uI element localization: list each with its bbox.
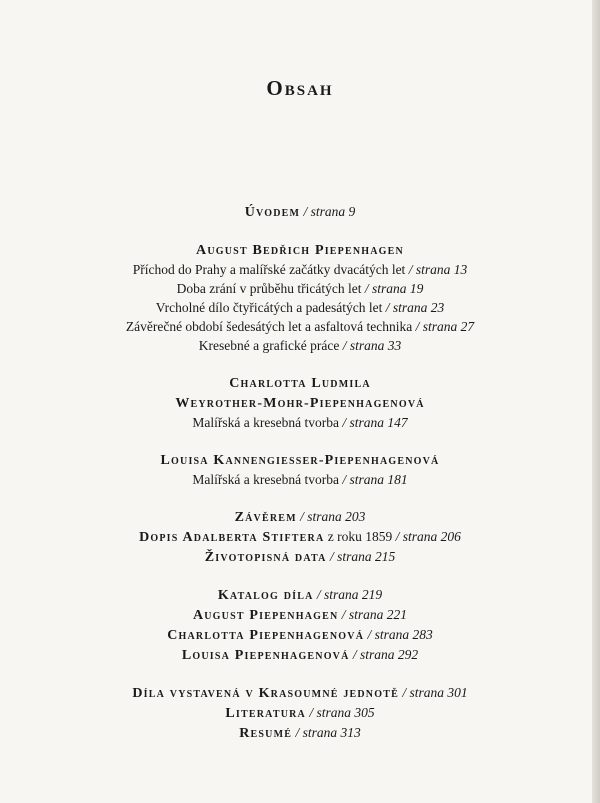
toc-entry-dopis[interactable] (0, 527, 600, 547)
separator: / (316, 587, 325, 602)
separator: / (352, 647, 361, 662)
entry-label: August Piepenhagen (192, 608, 339, 623)
toc-entry-august-2[interactable] (0, 279, 600, 298)
page-ref: strana 9 (310, 204, 356, 219)
toc-entry-louisa[interactable] (0, 470, 600, 489)
toc-entry-katalog[interactable] (0, 585, 600, 605)
entry-label: Louisa Piepenhagenová (181, 648, 350, 663)
page-ref: strana 181 (349, 472, 408, 487)
toc-entry-literatura[interactable] (0, 703, 600, 723)
page-ref: strana 215 (337, 549, 396, 564)
toc-entry-charlotta[interactable] (0, 413, 600, 432)
section-heading-louisa (0, 450, 600, 470)
separator: / (385, 300, 393, 315)
page-ref: strana 147 (349, 415, 408, 430)
entry-label: Charlotta Piepenhagenová (167, 628, 365, 643)
entry-label: Dopis Adalberta Stiftera (139, 530, 325, 545)
separator: / (395, 529, 403, 544)
section-heading: Weyrother-Mohr-Piepenhagenová (175, 396, 425, 411)
toc-entry-katalog-august[interactable] (0, 605, 600, 625)
page-ref: strana 33 (349, 338, 402, 353)
entry-label: Katalog díla (217, 588, 314, 603)
page-ref: strana 13 (415, 262, 468, 277)
entry-label: Resumé (239, 726, 293, 741)
section-heading: Louisa Kannengiesser-Piepenhagenová (160, 453, 440, 468)
entry-label: Úvodem (244, 205, 301, 220)
toc-entry-katalog-louisa[interactable] (0, 645, 600, 665)
separator: / (309, 705, 317, 720)
toc-entry-august-4[interactable] (0, 317, 600, 336)
separator: / (300, 509, 308, 524)
separator: / (364, 281, 372, 296)
page-title: Obsah (266, 76, 334, 100)
page-ref: strana 313 (302, 725, 361, 740)
section-heading: August Bedřich Piepenhagen (196, 243, 404, 258)
separator: / (415, 319, 423, 334)
entry-label: Malířská a kresebná tvorba (192, 415, 339, 430)
page-ref: strana 203 (307, 509, 366, 524)
entry-label: Závěrečné období šedesátých let a asfaltová technika (125, 319, 413, 334)
toc-entry-august-3[interactable] (0, 298, 600, 317)
section-heading-charlotta-1 (0, 373, 600, 393)
page-ref: strana 292 (360, 647, 419, 662)
page-ref: strana 301 (409, 685, 468, 700)
entry-label: Kresebné a grafické práce (198, 338, 340, 353)
separator: / (295, 725, 303, 740)
separator: / (367, 627, 375, 642)
entry-label: Díla vystavená v Krasoumné jednotě (132, 686, 399, 701)
entry-label: Příchod do Prahy a malířské začátky dvacátých let (132, 262, 406, 277)
page-ref: strana 19 (371, 281, 424, 296)
separator: / (342, 338, 350, 353)
entry-label: Literatura (225, 706, 306, 721)
entry-label: Doba zrání v průběhu třicátých let (176, 281, 362, 296)
toc-entry-dila-vystavena[interactable] (0, 683, 600, 703)
page-ref: strana 305 (316, 705, 375, 720)
entry-suffix: z roku 1859 (327, 529, 393, 544)
separator: / (342, 472, 350, 487)
separator: / (341, 607, 349, 622)
page-ref: strana 283 (374, 627, 433, 642)
toc-entry-uvodem[interactable] (0, 202, 600, 222)
page-ref: strana 219 (324, 587, 383, 602)
table-of-contents (0, 202, 600, 743)
separator: / (402, 685, 410, 700)
separator: / (408, 262, 416, 277)
toc-entry-august-5[interactable] (0, 336, 600, 355)
toc-entry-august-1[interactable] (0, 260, 600, 279)
separator: / (303, 204, 311, 219)
section-heading-charlotta-2 (0, 393, 600, 413)
entry-label: Vrcholné dílo čtyřicátých a padesátých let (155, 300, 383, 315)
toc-entry-katalog-charlotta[interactable] (0, 625, 600, 645)
separator: / (342, 415, 350, 430)
toc-entry-zivotopisna-data[interactable] (0, 547, 600, 567)
entry-label: Životopisná data (204, 550, 327, 565)
page-ref: strana 206 (402, 529, 461, 544)
separator: / (329, 549, 338, 564)
toc-entry-zaverem[interactable] (0, 507, 600, 527)
toc-entry-resume[interactable] (0, 723, 600, 743)
page-ref: strana 27 (422, 319, 475, 334)
page-ref: strana 23 (392, 300, 445, 315)
section-heading: Charlotta Ludmila (229, 376, 371, 391)
entry-label: Závěrem (234, 510, 297, 525)
page-ref: strana 221 (348, 607, 408, 622)
section-heading-august (0, 240, 600, 260)
entry-label: Malířská a kresebná tvorba (192, 472, 339, 487)
